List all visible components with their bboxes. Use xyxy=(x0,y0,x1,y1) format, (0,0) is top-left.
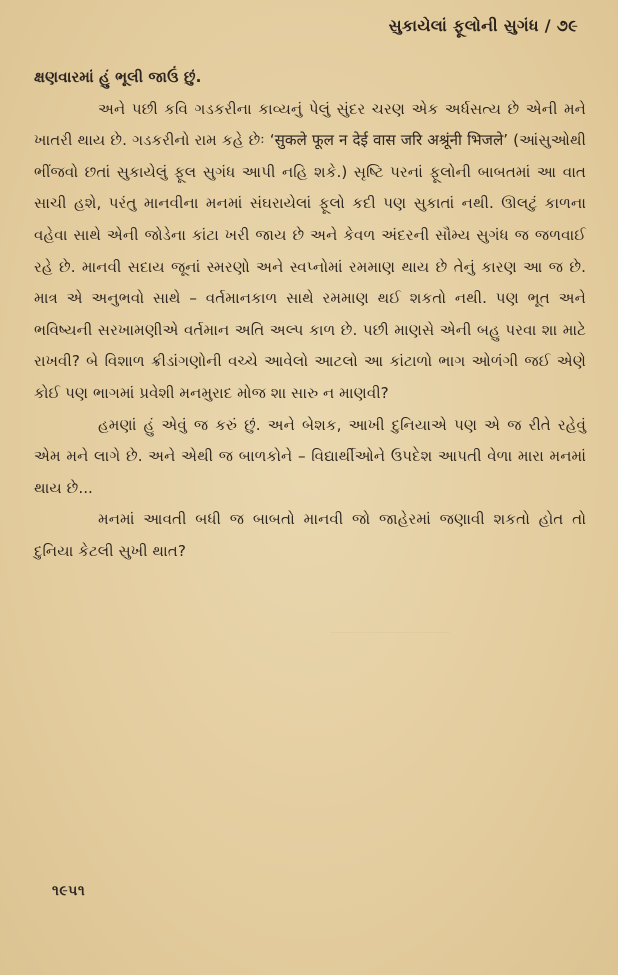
running-header: સુકાયેલાં ફૂલોની સુગંધ / ૭૯ xyxy=(388,16,578,35)
paragraph-closing: મનમાં આવતી બધી જ બાબતો માનવી જો જાહેરમાં જણાવી શકતો હોત તો દુનિયા કેટલી સુખી થાત? xyxy=(34,510,586,560)
paragraph-gadkari: અને પછી કવિ ગડકરીના કાવ્યનું પેલું સુંદર ચરણ એક અર્ધસત્ય છે એની મને ખાતરી થાય છે. ગડકરીનો રામ કહે છેઃ ‘सुकले फूल न देई वास जरि अश्रूंनी भिजले’ (આંસુઓથી ભીંજવો છતાં સુકાયેલું ફૂલ સુગંધ આપી નહિ શકે.) સૃષ્ટિ પરનાં ફૂલોની બાબતમાં આ વાત સાચી હશે, પરંતુ માનવીના મનમાં સંઘરાયેલાં ફૂલો કદી પણ સુકાતાં નથી. ઊલટું કાળના વહેવા સાથે એની જોડેના કાંટા ખરી જાય છે અને કેવળ અંદરની સૌમ્ય સુગંધ જ જળવાઈ રહે છે. માનવી સદાય જૂનાં સ્મરણો અને સ્વપ્નોમાં રમમાણ થાય છે તેનું કારણ આ જ છે. માત્ર એ અનુભવો સાથે – વર્તમાનકાળ સાથે રમમાણ થઈ શકતો નથી. પણ ભૂત અને ભવિષ્યની સરખામણીએ વર્તમાન અતિ અલ્પ કાળ છે. પછી માણસે એની બહુ પરવા શા માટે રાખવી? બે વિશાળ ક્રીડાંગણોની વચ્ચે આવેલો આટલો આ કાંટાળો ભાગ ઓળંગી જઈ એણે કોઈ પણ ભાગમાં પ્રવેશી મનમુરાદ મોજ શા સારુ ન માણવી? xyxy=(34,99,586,402)
paragraph-continuation: ક્ષણવારમાં હું ભૂલી જાઉં છું. xyxy=(34,68,202,86)
faint-bleed-through xyxy=(330,632,450,651)
signature-mark: ૧૯૫૧ xyxy=(52,883,86,899)
body-text xyxy=(34,62,586,568)
paragraph-hamna: હમણાં હું એવું જ કરું છું. અને બેશક, આખી દુનિયાએ પણ એ જ રીતે રહેવું એમ મને લાગે છે. અને એથી જ બાળકોને – વિદ્યાર્થીઓને ઉપદેશ આપતી વેળા મારા મનમાં થાય છે... xyxy=(34,415,586,497)
